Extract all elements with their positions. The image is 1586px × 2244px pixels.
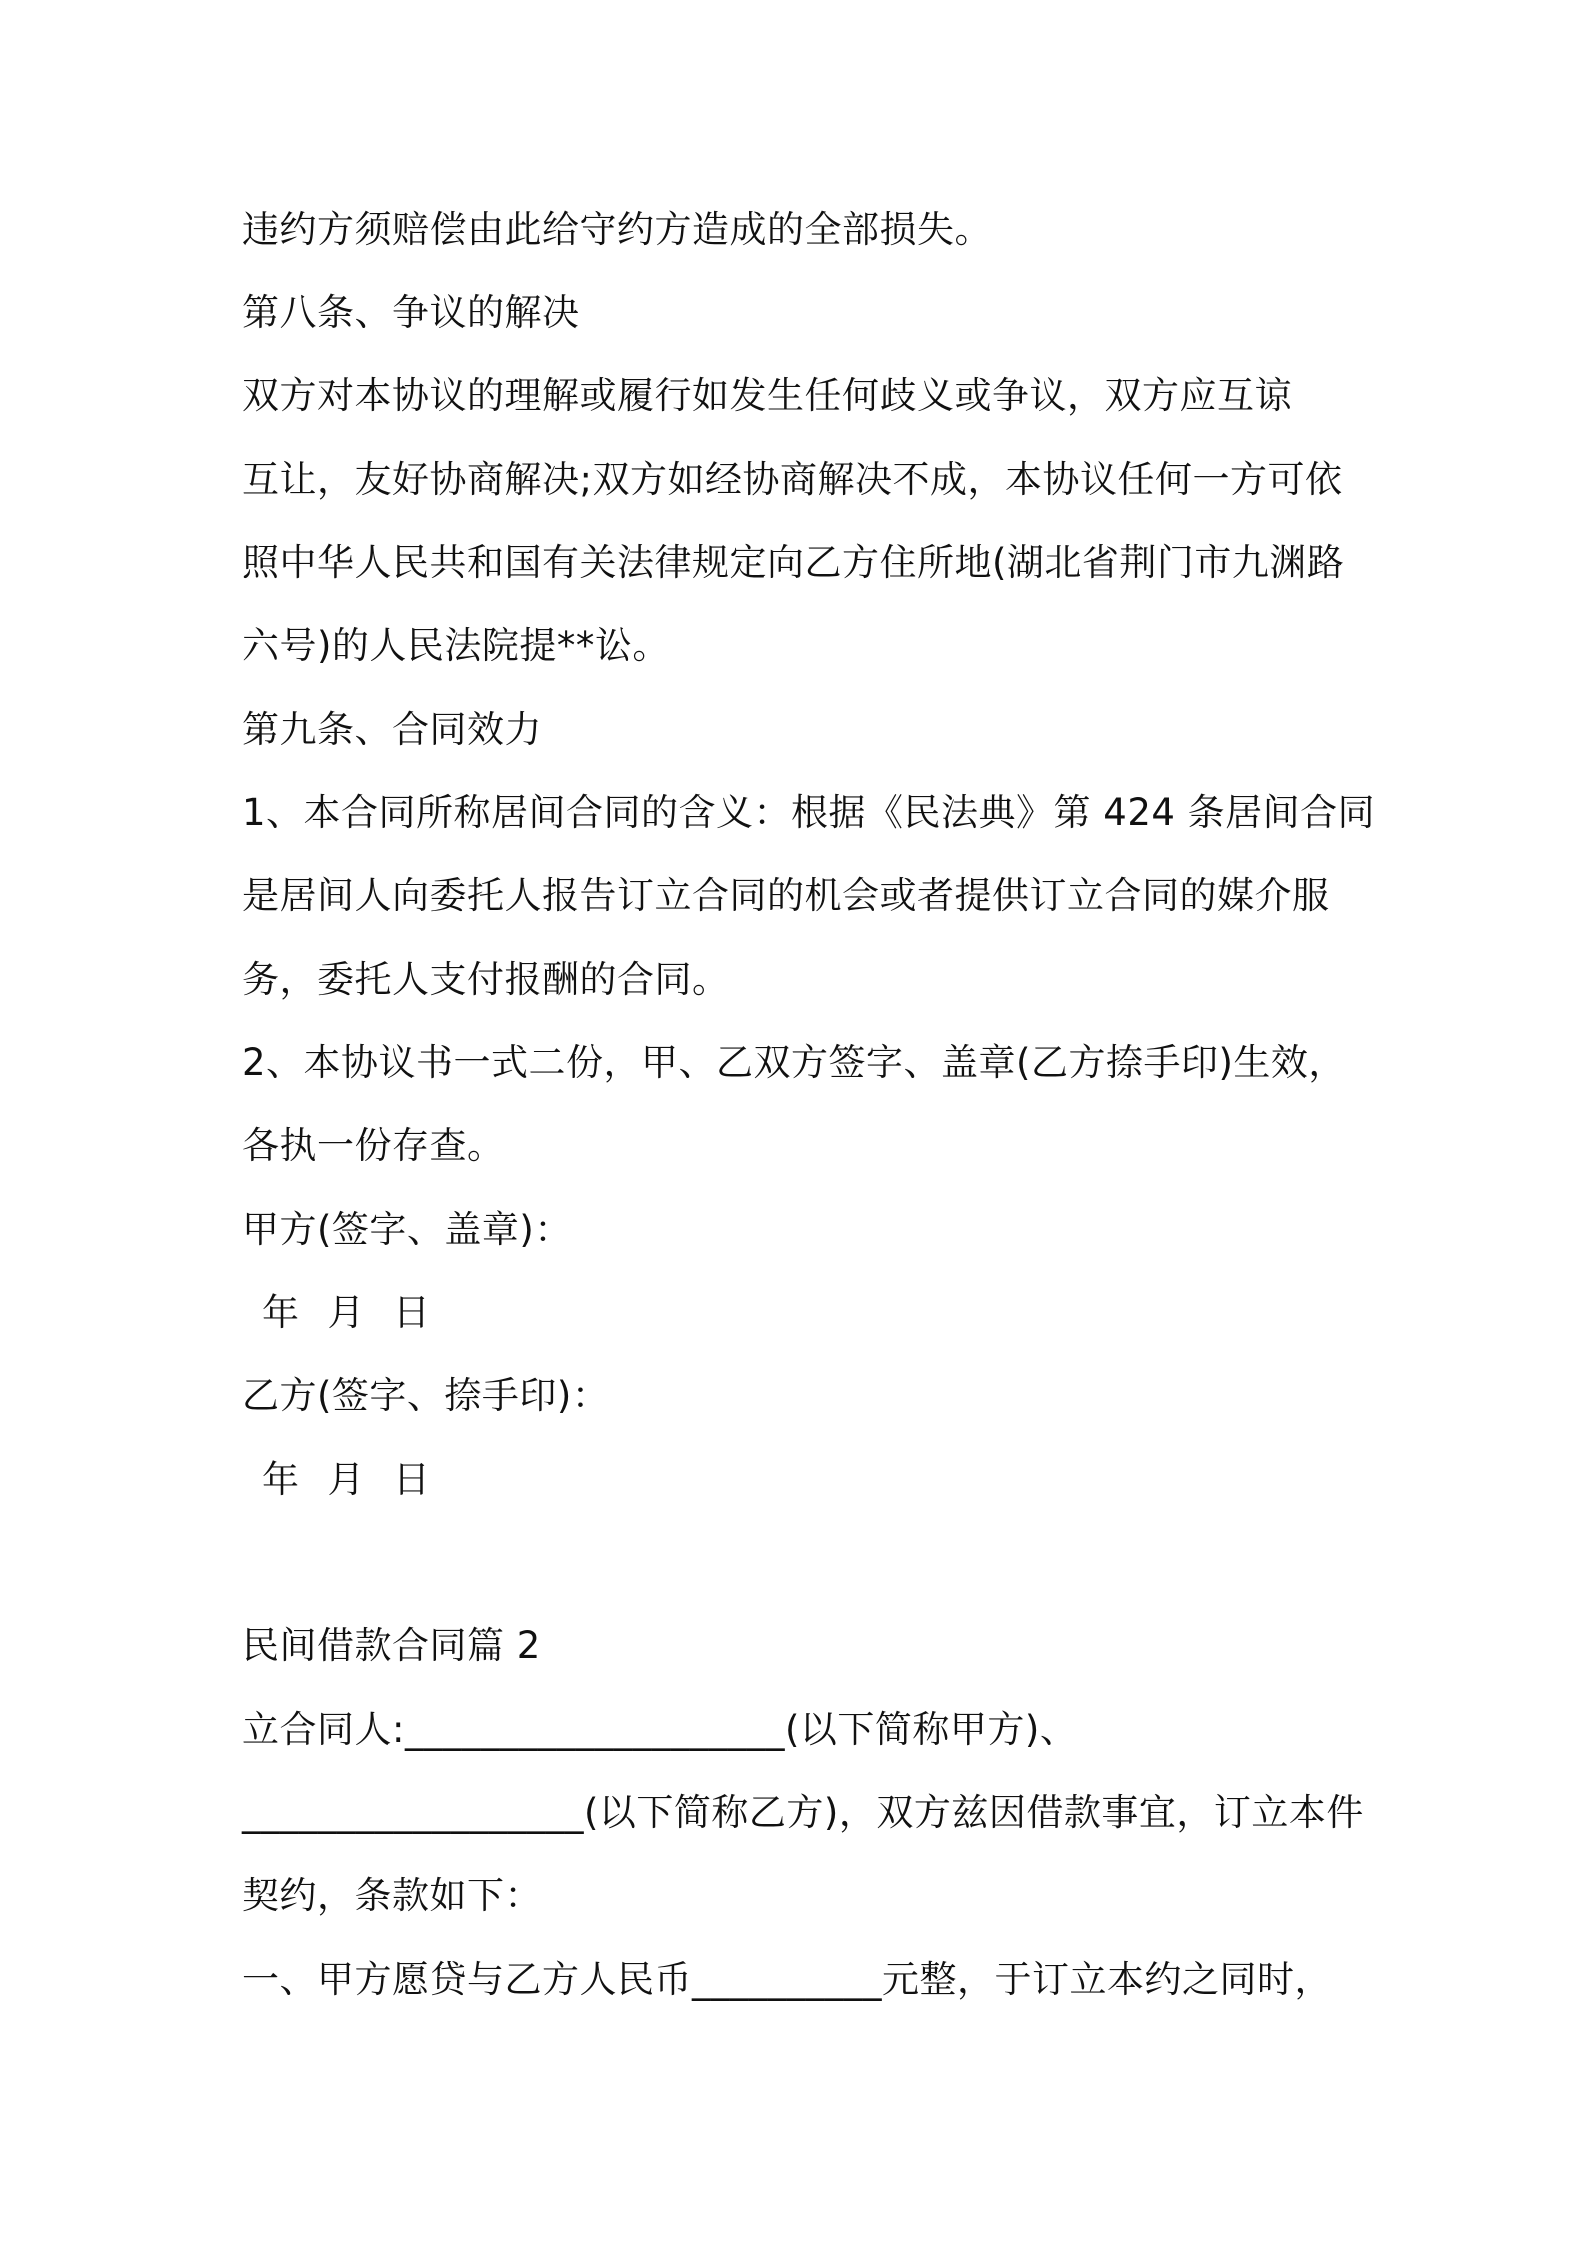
date-day: 日 — [393, 1291, 431, 1334]
paragraph-line: __________________(以下简称乙方)，双方兹因借款事宜，订立本件 — [242, 1791, 1364, 1834]
party-b-signature-label: 乙方(签字、捺手印)： — [242, 1374, 610, 1417]
paragraph-line: 互让，友好协商解决;双方如经协商解决不成，本协议任何一方可依 — [242, 458, 1343, 501]
party-a-signature-label: 甲方(签字、盖章)： — [242, 1208, 572, 1251]
paragraph-line: 照中华人民共和国有关法律规定向乙方住所地(湖北省荆门市九渊路 — [242, 541, 1345, 584]
paragraph-line: 立合同人:____________________(以下简称甲方)、 — [242, 1708, 1078, 1751]
date-day: 日 — [393, 1458, 431, 1501]
paragraph-line: 双方对本协议的理解或履行如发生任何歧义或争议，双方应互谅 — [242, 374, 1292, 417]
paragraph-line: 是居间人向委托人报告订立合同的机会或者提供订立合同的媒介服 — [242, 874, 1330, 917]
party-b-date-line — [262, 1455, 431, 1505]
party-a-date-line — [262, 1288, 431, 1338]
paragraph-line: 违约方须赔偿由此给守约方造成的全部损失。 — [242, 208, 992, 251]
paragraph-line: 1、本合同所称居间合同的含义：根据《民法典》第 424 条居间合同 — [242, 791, 1376, 834]
date-year: 年 — [262, 1458, 300, 1501]
paragraph-line: 六号)的人民法院提**讼。 — [242, 624, 670, 667]
paragraph-line: 各执一份存查。 — [242, 1124, 505, 1167]
date-year: 年 — [262, 1291, 300, 1334]
paragraph-line: 务，委托人支付报酬的合同。 — [242, 958, 730, 1001]
date-month: 月 — [327, 1291, 365, 1334]
section-2-title: 民间借款合同篇 2 — [242, 1624, 541, 1667]
paragraph-line: 一、甲方愿贷与乙方人民币__________元整，于订立本约之同时， — [242, 1958, 1332, 2001]
paragraph-line: 2、本协议书一式二份，甲、乙双方签字、盖章(乙方捺手印)生效， — [242, 1041, 1346, 1084]
article-9-heading: 第九条、合同效力 — [242, 708, 542, 751]
date-month: 月 — [327, 1458, 365, 1501]
article-8-heading: 第八条、争议的解决 — [242, 291, 580, 334]
paragraph-line: 契约，条款如下： — [242, 1874, 542, 1917]
